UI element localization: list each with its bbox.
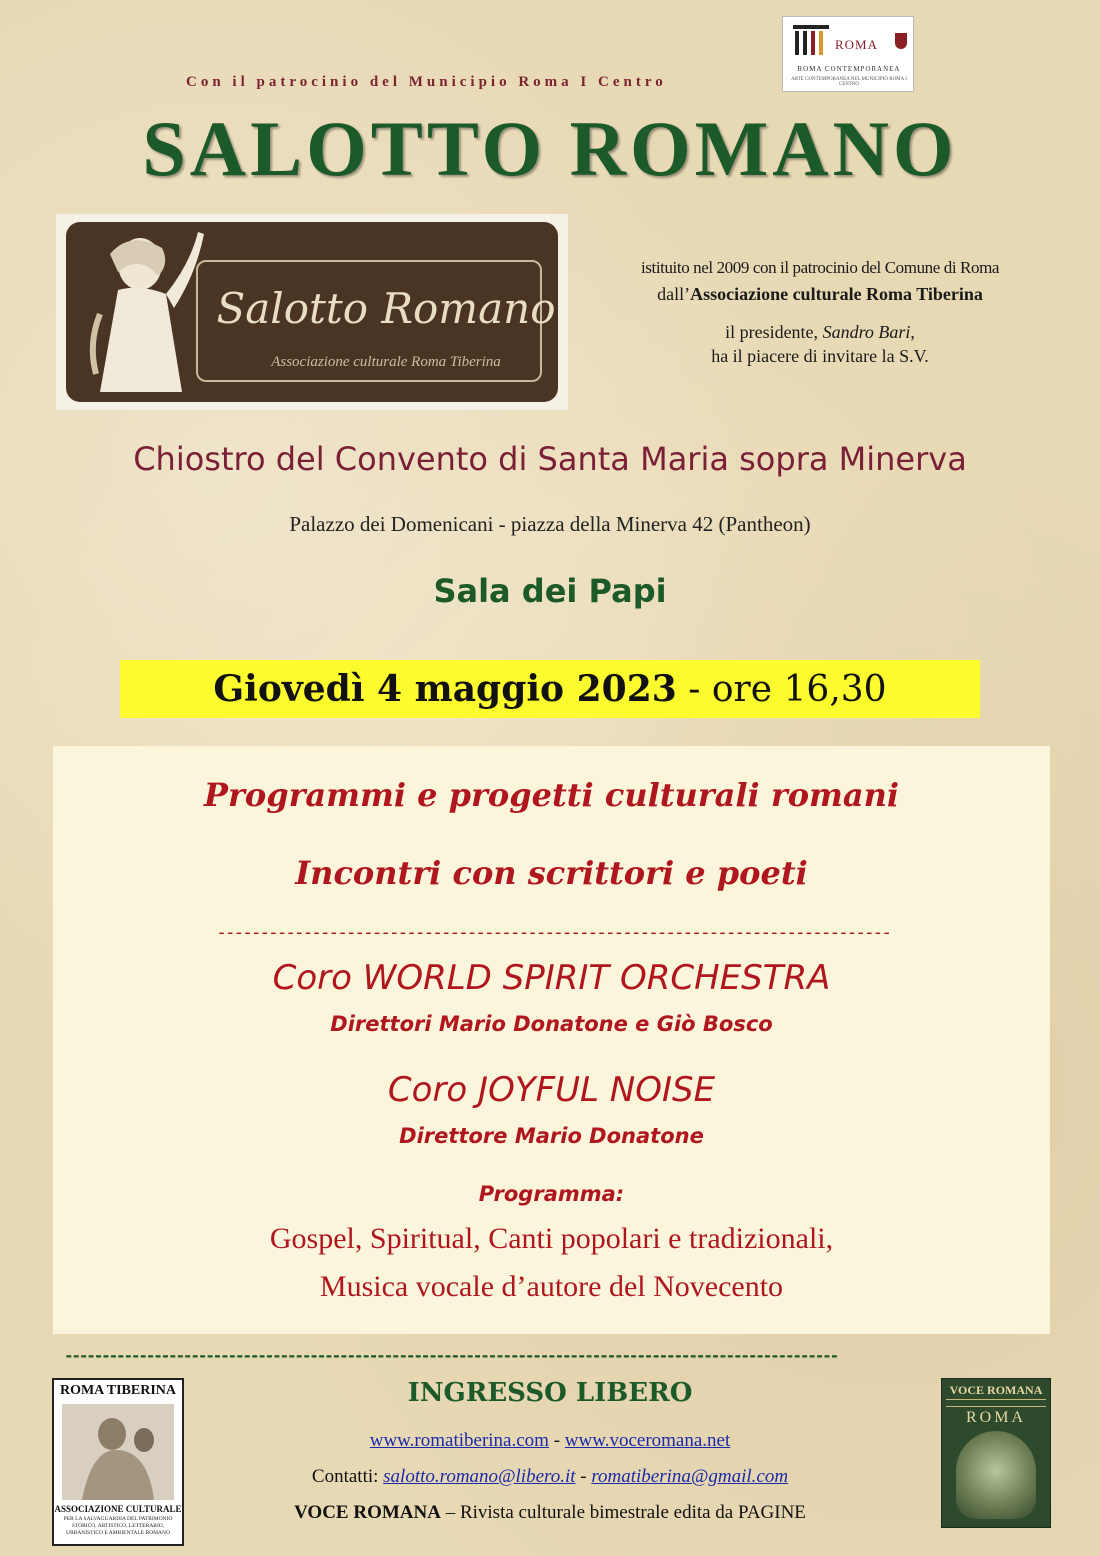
president-name: Sandro Bari bbox=[822, 322, 911, 342]
program-pieces-1: Gospel, Spiritual, Canti popolari e tradizionali, bbox=[269, 1222, 834, 1255]
magazine-description: – Rivista culturale bimestrale edita da PAGINE bbox=[440, 1502, 806, 1523]
salotto-romano-logo bbox=[56, 214, 568, 410]
free-entry: INGRESSO LIBERO bbox=[407, 1378, 693, 1408]
roma-logo-caption: ROMA CONTEMPORANEA bbox=[797, 65, 901, 73]
magazine-line bbox=[0, 1502, 1100, 1524]
footer-divider: -------------------------------------------------------------------------------------------------------- bbox=[64, 1346, 838, 1365]
link-separator: - bbox=[548, 1430, 565, 1451]
patronage-line: Con il patrocinio del Municipio Roma I Centro bbox=[186, 74, 667, 90]
intro-line-3-prefix: il presidente, bbox=[725, 322, 823, 342]
rt-logo-desc: PER LA SALVAGUARDIA DEL PATRIMONIO STORICO, ARTISTICO, LETTERARIO, URBANISTICO E AMBIENTALE ROMANO bbox=[63, 1516, 173, 1536]
rt-logo-title: ROMA TIBERINA bbox=[59, 1383, 177, 1398]
vr-logo-city: ROMA bbox=[965, 1409, 1026, 1426]
date-separator: - bbox=[676, 669, 712, 710]
choir-1-name: Coro WORLD SPIRIT ORCHESTRA bbox=[272, 958, 831, 998]
program-pieces-2: Musica vocale d’autore del Novecento bbox=[319, 1270, 784, 1303]
choir-2-name: Coro JOYFUL NOISE bbox=[387, 1070, 716, 1110]
roma-contemporanea-logo bbox=[782, 16, 914, 92]
email-salotto-romano[interactable]: salotto.romano@libero.it bbox=[383, 1466, 576, 1487]
logo-association: Associazione culturale Roma Tiberina bbox=[271, 354, 501, 370]
date-banner bbox=[120, 660, 980, 718]
intro-line-3-suffix: , bbox=[910, 322, 915, 342]
vr-logo-title: VOCE ROMANA bbox=[949, 1383, 1043, 1397]
page-title: SALOTTO ROMANO bbox=[142, 105, 958, 192]
website-links bbox=[0, 1430, 1100, 1452]
roma-logo-city: ROMA bbox=[835, 37, 879, 52]
email-separator: - bbox=[575, 1466, 592, 1487]
venue-hall: Sala dei Papi bbox=[433, 572, 667, 610]
intro-line-4: ha il piacere di invitare la S.V. bbox=[711, 346, 929, 366]
program-label: Programma: bbox=[478, 1182, 625, 1206]
contacts-label: Contatti: bbox=[311, 1466, 384, 1487]
muse-figure-icon bbox=[70, 224, 220, 394]
magazine-name: VOCE ROMANA bbox=[294, 1502, 441, 1523]
columns-icon bbox=[791, 23, 831, 57]
logo-script-title: Salotto Romano bbox=[216, 284, 556, 333]
choir-1-directors: Direttori Mario Donatone e Giò Bosco bbox=[330, 1012, 773, 1036]
intro-line-2-prefix: dall’ bbox=[657, 284, 691, 304]
rt-logo-assoc: ASSOCIAZIONE CULTURALE bbox=[54, 1504, 182, 1514]
roma-logo-subcaption: ARTE CONTEMPORANEA NEL MUNICIPIO ROMA I CENTRO bbox=[791, 77, 907, 87]
choir-2-director: Direttore Mario Donatone bbox=[399, 1124, 704, 1148]
program-divider: ------------------------------------------------------------------------------ bbox=[216, 922, 890, 943]
email-romatiberina[interactable]: romatiberina@gmail.com bbox=[591, 1466, 789, 1487]
intro-line-3 bbox=[590, 322, 1050, 343]
event-time: ore 16,30 bbox=[711, 669, 887, 710]
venue-address: Palazzo dei Domenicani - piazza della Minerva 42 (Pantheon) bbox=[289, 512, 811, 536]
event-date: Giovedì 4 maggio 2023 bbox=[213, 668, 677, 710]
link-romatiberina[interactable]: www.romatiberina.com bbox=[369, 1430, 549, 1451]
association-name: Associazione culturale Roma Tiberina bbox=[690, 284, 983, 304]
contacts-line bbox=[0, 1466, 1100, 1488]
program-line-2: Incontri con scrittori e poeti bbox=[295, 854, 808, 892]
program-line-1: Programmi e progetti culturali romani bbox=[203, 776, 900, 814]
link-voceromana[interactable]: www.voceromana.net bbox=[564, 1430, 731, 1451]
venue-name: Chiostro del Convento di Santa Maria sopra Minerva bbox=[133, 440, 967, 478]
shield-icon bbox=[895, 33, 907, 49]
intro-line-2 bbox=[590, 284, 1050, 305]
program-box bbox=[53, 746, 1050, 1334]
intro-line-1: istituito nel 2009 con il patrocinio del Comune di Roma bbox=[640, 258, 1000, 277]
